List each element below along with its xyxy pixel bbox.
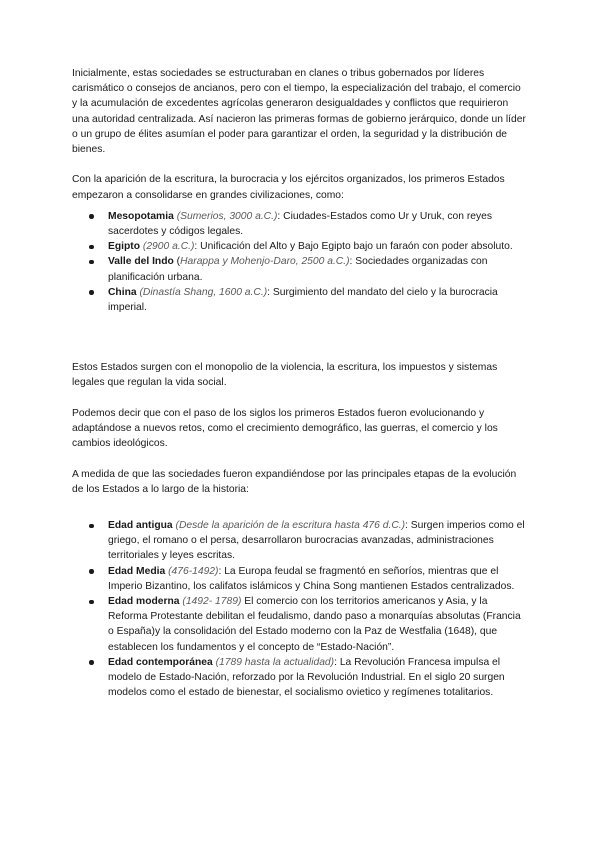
list-item-term: Egipto: [108, 241, 141, 253]
list-item-text: : Ciudades-Estados como Ur y Uruk, con reyes sacerdotes y códigos legales.: [108, 210, 493, 238]
list-item-text: : Surgimiento del mandato del cielo y la burocracia imperial.: [108, 286, 498, 314]
list-item-text: : Unificación del Alto y Bajo Egipto bajo un faraón con poder absoluto.: [194, 241, 513, 253]
list-item-term: Edad Media: [108, 565, 166, 577]
list-item-text: : La Revolución Francesa impulsa el modelo de Estado-Nación, reforzado por la Revolución Industrial. En el siglo 20 surgen modelos como el estado de bienestar, el socialismo ovietico y regímenes totalitarios.: [108, 656, 505, 699]
list-item-date: (2900 a.C.): [142, 241, 195, 253]
list-item-text: : Surgen imperios como el griego, el romano o el persa, desarrollaron burocracias avanzadas, administraciones territoriales y leyes escritas.: [108, 520, 525, 562]
list-item-text: : Sociedades organizadas con planificación urbana.: [108, 256, 488, 283]
list-item: [72, 564, 526, 594]
list-item-text: : La Europa feudal se fragmentó en señoríos, mientras que el Imperio Bizantino, los califatos islámicos y China Song mantienen Estados centralizados.: [108, 565, 515, 592]
civilizations-list: [72, 209, 526, 315]
paragraph-states-evolution: Podemos decir que con el paso de los siglos los primeros Estados fueron evolucionando y adaptándose a nuevos retos, como el crecimiento demográfico, las guerras, el comercio y los cambios ideológicos.: [72, 407, 498, 450]
historical-ages-list: [72, 518, 526, 700]
list-item-date: (Sumerios, 3000 a.C.): [176, 210, 278, 222]
list-item: [72, 239, 526, 254]
list-item-term: China: [108, 286, 137, 298]
list-item-date: Harappa y Mohenjo-Daro, 2500 a.C.): [180, 256, 350, 268]
list-item-date: (1789 hasta la actualidad): [215, 656, 335, 668]
list-item-date: (Dinastía Shang, 1600 a.C.): [139, 286, 268, 298]
list-item: [72, 518, 526, 564]
list-item-date: (Desde la aparición de la escritura hasta 476 d.C.): [175, 520, 406, 532]
list-item: [72, 594, 526, 655]
list-item-text: El comercio con los territorios americanos y Asia, y la Reforma Protestante debilitan el feudalismo, dando paso a monarquías absolutas (Francia o España)y la consolidación del Estado moderno con la Paz de Westfalia (1648), que establecen los fundamentos y el concepto de “Estado-Nación”.: [108, 596, 521, 653]
paragraph-ages-intro: A medida de que las sociedades fueron expandiéndose por las principales etapas de la evolución de los Estados a lo largo de la historia:: [72, 468, 517, 495]
list-item-term: Edad contemporánea: [108, 656, 213, 668]
list-item-term: Mesopotamia: [108, 210, 174, 222]
list-item: [72, 209, 526, 239]
list-item: Valle del Indo (Harappa y Mohenjo-Daro, 2500 a.C.): Sociedades organizadas con planificación urbana.: [72, 254, 526, 284]
list-item-term: Edad moderna: [108, 596, 180, 608]
paragraph-states-monopoly: Estos Estados surgen con el monopolio de la violencia, la escritura, los impuestos y sistemas legales que regulan la vida social.: [72, 362, 498, 389]
list-item-date: (1492- 1789): [182, 596, 242, 608]
paragraph-civilizations-intro: Con la aparición de la escritura, la burocracia y los ejércitos organizados, los primeros Estados empezaron a consolidarse en grandes civilizaciones, como:: [72, 174, 505, 201]
list-item: [72, 285, 526, 315]
blank-line: [72, 338, 526, 360]
blank-line: [72, 315, 526, 338]
list-item: [72, 655, 526, 701]
list-item-date: (476-1492): [168, 565, 219, 577]
list-item-term: Edad antigua: [108, 520, 173, 532]
list-item-term: Valle del Indo: [108, 256, 174, 268]
paragraph-intro: Inicialmente, estas sociedades se estructuraban en clanes o tribus gobernados por líderes carismático o consejos de ancianos, pero con el tiempo, la especialización del trabajo, el comercio y la acumulación de excedentes agrícolas generaron desigualdades y conflictos que requirieron una autoridad centralizada. Así nacieron las primeras formas de gobierno jerárquico, donde un líder o un grupo de élites asumían el poder para garantizar el orden, la seguridad y la distribución de bienes.: [72, 68, 526, 156]
